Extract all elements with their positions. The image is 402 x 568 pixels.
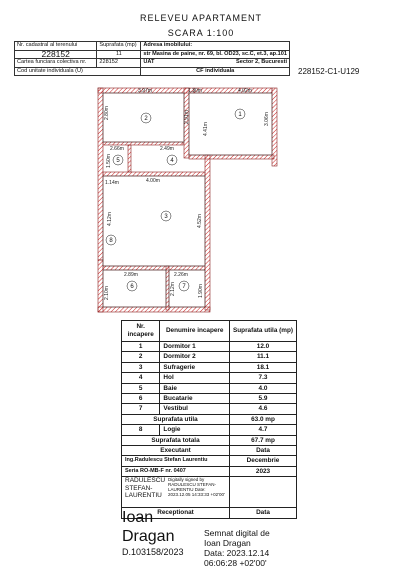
dim-5: 2.91m <box>184 110 190 124</box>
date-year: 2023 <box>230 466 297 476</box>
value-surface: 11 <box>97 50 141 59</box>
value-cartea-funciara: 228152 <box>97 59 141 68</box>
table-row: 4 Hol 7.3 <box>122 373 297 383</box>
label-unit: Cod unitate individuala (U) <box>15 67 141 76</box>
dim-3: 4.02m <box>238 88 252 94</box>
data-label-2: Data <box>230 508 297 518</box>
dim-10: 1.50m <box>106 154 112 168</box>
signed-line2: Ioan Dragan <box>204 538 251 548</box>
room-label-3: 3 <box>164 214 168 220</box>
table-row: 7 Vestibul 4.6 <box>122 404 297 414</box>
label-address: Adresa imobilului: <box>141 42 290 51</box>
receptionat-label: Receptionat <box>122 508 230 518</box>
dim-1: 3.97m <box>138 88 152 94</box>
value-nr-cadastral: 228152 <box>15 50 97 59</box>
cadastral-table <box>14 41 290 76</box>
room-label-8: 8 <box>109 238 113 244</box>
label-nr-cadastral: Nr. cadastral al terenului <box>15 42 97 51</box>
document-title: RELEVEU APARTAMENT <box>139 13 263 23</box>
signed-line3: Data: 2023.12.14 <box>204 548 270 558</box>
floor-plan <box>88 80 306 320</box>
dim-2: 1.30m <box>188 88 202 94</box>
room-label-2: 2 <box>144 116 148 122</box>
room-label-6: 6 <box>130 284 134 290</box>
useful-area-value: 63.0 mp <box>230 414 297 424</box>
executant-name: Ing.Radulescu Stefan Laurentiu <box>122 456 230 466</box>
table-row: 8 Logie 4.7 <box>122 425 297 435</box>
dim-19: 1.90m <box>198 284 204 298</box>
useful-area-label: Suprafata utila <box>122 414 230 424</box>
table-row: 5 Baie 4.0 <box>122 383 297 393</box>
cf-code: 228152-C1-U129 <box>298 67 360 76</box>
value-sector: Sector 2, Bucuresti <box>236 59 287 65</box>
col-name-header: Denumire incapere <box>160 321 230 342</box>
room-label-7: 7 <box>182 284 186 290</box>
dim-12: 4.00m <box>146 178 160 184</box>
table-row: 2 Dormitor 2 11.1 <box>122 352 297 362</box>
value-unit: CF individuala <box>141 67 290 76</box>
signer-code: D.103158/2023 <box>122 547 184 557</box>
signer-name-block <box>122 508 197 559</box>
table-row: 6 Bucatarie 5.9 <box>122 394 297 404</box>
dim-11: 1.14m <box>105 180 119 186</box>
dim-4: 2.80m <box>104 106 110 120</box>
dim-7: 3.06m <box>264 112 270 126</box>
col-area-header: Suprafata utila (mp) <box>230 321 297 342</box>
dim-15: 2.89m <box>124 272 138 278</box>
dim-18: 2.12m <box>170 282 176 296</box>
label-surface: Suprafata (mp) <box>97 42 141 51</box>
dim-9: 2.49m <box>160 146 174 152</box>
dim-6: 4.41m <box>203 122 209 136</box>
col-nr-header: Nr. incapere <box>122 321 160 342</box>
signed-line4: 06:06:28 +02'00' <box>204 558 267 568</box>
dim-16: 2.26m <box>174 272 188 278</box>
signer-name-line2: Dragan <box>122 528 175 545</box>
date-month: Decembrie <box>230 456 297 466</box>
label-cartea-funciara: Cartea funciara colectiva nr. <box>15 59 97 68</box>
table-row: 1 Dormitor 1 12.0 <box>122 342 297 352</box>
rooms-table <box>121 320 297 519</box>
dim-13: 4.52m <box>197 214 203 228</box>
dim-17: 2.10m <box>104 286 110 300</box>
table-row: 3 Sufragerie 18.1 <box>122 362 297 372</box>
room-label-1: 1 <box>238 112 242 118</box>
dim-14: 4.12m <box>107 212 113 226</box>
room-label-5: 5 <box>116 158 120 164</box>
signed-line1: Semnat digital de <box>204 528 270 538</box>
dim-8: 2.66m <box>110 146 124 152</box>
data-label: Data <box>230 446 297 456</box>
executant-label: Executant <box>122 446 230 456</box>
digital-signature-block <box>204 528 270 568</box>
executant-series: Seria RO-MB-F nr. 0407 <box>122 466 230 476</box>
value-uat: UAT <box>143 59 155 65</box>
room-label-4: 4 <box>170 158 174 164</box>
value-address: str Masina de paine, nr. 69, bl. OD23, sc.C, et.3, ap.101 <box>141 50 290 59</box>
total-area-value: 67.7 mp <box>230 435 297 445</box>
scale-label: SCARA 1:100 <box>167 28 235 38</box>
signer-name-line1: Ioan <box>122 509 154 526</box>
signature-name: RADULESCU STEFAN-LAURENTIU <box>125 477 166 500</box>
total-area-label: Suprafata totala <box>122 435 230 445</box>
signature-digital-text: Digitally signed by RADULESCU STEFAN-LAURENTIU Date: 2023.12.05 14:33:33 +02'00' <box>168 477 225 498</box>
